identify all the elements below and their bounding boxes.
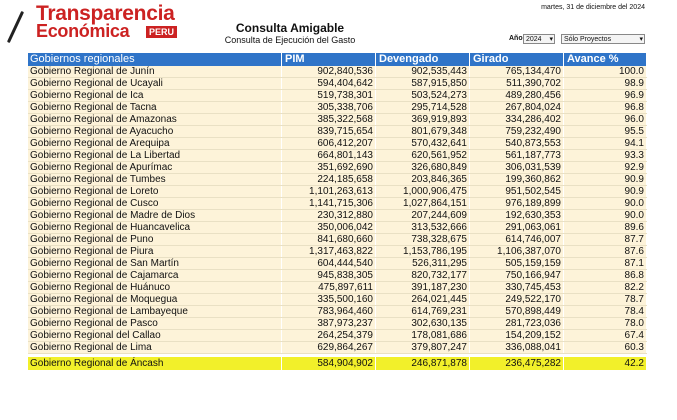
cell-pim: 606,412,207 <box>282 138 376 149</box>
cell-devengado: 295,714,528 <box>376 102 470 113</box>
cell-region: Gobierno Regional de Apurímac <box>28 162 282 173</box>
cell-avance: 87.6 <box>564 246 647 257</box>
cell-devengado: 264,021,445 <box>376 294 470 305</box>
cell-pim: 305,338,706 <box>282 102 376 113</box>
cell-devengado: 587,915,850 <box>376 78 470 89</box>
cell-pim: 584,904,902 <box>282 357 376 370</box>
cell-devengado: 369,919,893 <box>376 114 470 125</box>
year-label: Año <box>509 35 523 42</box>
cell-region: Gobierno Regional del Callao <box>28 330 282 341</box>
cell-region: Gobierno Regional de Tumbes <box>28 174 282 185</box>
table-row[interactable] <box>28 222 647 234</box>
cell-region: Gobierno Regional de La Libertad <box>28 150 282 161</box>
table-row[interactable] <box>28 102 647 114</box>
cell-devengado: 1,153,786,195 <box>376 246 470 257</box>
chevron-down-icon: ▾ <box>549 36 553 43</box>
cell-region: Gobierno Regional de Huancavelica <box>28 222 282 233</box>
cell-region: Gobierno Regional de Ica <box>28 90 282 101</box>
cell-girado: 249,522,170 <box>470 294 564 305</box>
cell-avance: 90.0 <box>564 198 647 209</box>
regional-spending-table <box>28 53 647 370</box>
table-row[interactable] <box>28 90 647 102</box>
cell-girado: 336,088,041 <box>470 342 564 353</box>
cell-devengado: 902,535,443 <box>376 66 470 77</box>
table-body <box>28 66 647 354</box>
cell-region: Gobierno Regional de Tacna <box>28 102 282 113</box>
brand-line1: Transparencia <box>36 2 175 25</box>
cell-girado: 511,390,702 <box>470 78 564 89</box>
cell-girado: 334,286,402 <box>470 114 564 125</box>
cell-avance: 100.0 <box>564 66 647 77</box>
brand-line2: Económica <box>36 21 130 41</box>
cell-girado: 750,166,947 <box>470 270 564 281</box>
cell-girado: 489,280,456 <box>470 90 564 101</box>
table-row[interactable] <box>28 234 647 246</box>
cell-girado: 291,063,061 <box>470 222 564 233</box>
cell-devengado: 820,732,177 <box>376 270 470 281</box>
cell-girado: 199,360,862 <box>470 174 564 185</box>
cell-avance: 78.7 <box>564 294 647 305</box>
table-row[interactable] <box>28 342 647 354</box>
cell-region: Gobierno Regional de Puno <box>28 234 282 245</box>
cell-girado: 976,189,899 <box>470 198 564 209</box>
cell-region: Gobierno Regional de Junín <box>28 66 282 77</box>
cell-devengado: 379,807,247 <box>376 342 470 353</box>
cell-pim: 783,964,460 <box>282 306 376 317</box>
table-row[interactable] <box>28 246 647 258</box>
cell-girado: 505,159,159 <box>470 258 564 269</box>
page-subtitle: Consulta de Ejecución del Gasto <box>224 35 356 45</box>
cell-pim: 1,141,715,306 <box>282 198 376 209</box>
cell-avance: 82.2 <box>564 282 647 293</box>
cell-girado: 540,873,553 <box>470 138 564 149</box>
table-row[interactable] <box>28 66 647 78</box>
page-title: Consulta Amigable <box>235 21 345 35</box>
cell-pim: 475,897,611 <box>282 282 376 293</box>
cell-avance: 95.5 <box>564 126 647 137</box>
table-row[interactable] <box>28 258 647 270</box>
cell-region: Gobierno Regional de Piura <box>28 246 282 257</box>
header-pim[interactable]: PIM <box>282 53 376 66</box>
table-row[interactable] <box>28 294 647 306</box>
cell-pim: 519,738,301 <box>282 90 376 101</box>
cell-devengado: 801,679,348 <box>376 126 470 137</box>
cell-region: Gobierno Regional de San Martín <box>28 258 282 269</box>
mode-select-value: Sólo Proyectos <box>564 36 612 43</box>
cell-pim: 902,840,536 <box>282 66 376 77</box>
cell-avance: 89.6 <box>564 222 647 233</box>
cell-girado: 561,187,773 <box>470 150 564 161</box>
cell-girado: 759,232,490 <box>470 126 564 137</box>
cell-region: Gobierno Regional de Huánuco <box>28 282 282 293</box>
cell-devengado: 313,532,666 <box>376 222 470 233</box>
report-date: martes, 31 de diciembre del 2024 <box>541 4 645 11</box>
cell-region: Gobierno Regional de Moquegua <box>28 294 282 305</box>
cell-avance: 78.4 <box>564 306 647 317</box>
table-row[interactable] <box>28 210 647 222</box>
cell-pim: 664,801,143 <box>282 150 376 161</box>
table-row[interactable] <box>28 318 647 330</box>
brand-logo <box>10 2 180 46</box>
cell-pim: 839,715,654 <box>282 126 376 137</box>
cell-avance: 98.9 <box>564 78 647 89</box>
cell-girado: 154,209,152 <box>470 330 564 341</box>
cell-region: Gobierno Regional de Madre de Dios <box>28 210 282 221</box>
cell-avance: 93.3 <box>564 150 647 161</box>
cell-avance: 94.1 <box>564 138 647 149</box>
table-row[interactable] <box>28 186 647 198</box>
header-devengado[interactable]: Devengado <box>376 53 470 66</box>
cell-avance: 96.9 <box>564 90 647 101</box>
cell-devengado: 503,524,273 <box>376 90 470 101</box>
cell-avance: 78.0 <box>564 318 647 329</box>
cell-pim: 594,404,642 <box>282 78 376 89</box>
chevron-down-icon: ▾ <box>639 36 643 43</box>
cell-avance: 90.9 <box>564 186 647 197</box>
cell-region: Gobierno Regional de Pasco <box>28 318 282 329</box>
cell-girado: 570,898,449 <box>470 306 564 317</box>
cell-pim: 385,322,568 <box>282 114 376 125</box>
cell-avance: 60.3 <box>564 342 647 353</box>
cell-region: Gobierno Regional de Cusco <box>28 198 282 209</box>
cell-devengado: 178,081,686 <box>376 330 470 341</box>
cell-pim: 224,185,658 <box>282 174 376 185</box>
cell-girado: 236,475,282 <box>470 357 564 370</box>
cell-pim: 1,101,263,613 <box>282 186 376 197</box>
cell-avance: 42.2 <box>564 357 647 370</box>
cell-devengado: 391,187,230 <box>376 282 470 293</box>
cell-girado: 765,134,470 <box>470 66 564 77</box>
cell-devengado: 207,244,609 <box>376 210 470 221</box>
table-row[interactable] <box>28 330 647 342</box>
cell-pim: 350,006,042 <box>282 222 376 233</box>
cell-avance: 96.0 <box>564 114 647 125</box>
cell-girado: 192,630,353 <box>470 210 564 221</box>
cell-pim: 387,973,237 <box>282 318 376 329</box>
cell-girado: 267,804,024 <box>470 102 564 113</box>
cell-devengado: 614,769,231 <box>376 306 470 317</box>
cell-devengado: 1,000,906,475 <box>376 186 470 197</box>
table-row[interactable] <box>28 162 647 174</box>
cell-region: Gobierno Regional de Lambayeque <box>28 306 282 317</box>
cell-devengado: 302,630,135 <box>376 318 470 329</box>
cell-avance: 96.8 <box>564 102 647 113</box>
table-row[interactable] <box>28 126 647 138</box>
table-row[interactable] <box>28 174 647 186</box>
header-girado[interactable]: Girado <box>470 53 564 66</box>
brand-badge: PERU <box>146 26 177 38</box>
cell-girado: 951,502,545 <box>470 186 564 197</box>
cell-avance: 87.7 <box>564 234 647 245</box>
cell-devengado: 326,680,849 <box>376 162 470 173</box>
pen-icon <box>7 11 24 43</box>
cell-girado: 306,031,539 <box>470 162 564 173</box>
cell-region: Gobierno Regional de Cajamarca <box>28 270 282 281</box>
table-row[interactable] <box>28 198 647 210</box>
cell-devengado: 620,561,952 <box>376 150 470 161</box>
header-avance[interactable]: Avance % <box>564 53 647 66</box>
cell-pim: 841,680,660 <box>282 234 376 245</box>
highlighted-row[interactable] <box>28 357 647 370</box>
year-select[interactable] <box>523 34 555 44</box>
filter-bar <box>505 34 645 46</box>
cell-avance: 86.8 <box>564 270 647 281</box>
cell-region: Gobierno Regional de Áncash <box>28 357 282 370</box>
cell-girado: 614,746,007 <box>470 234 564 245</box>
cell-region: Gobierno Regional de Loreto <box>28 186 282 197</box>
cell-pim: 629,864,267 <box>282 342 376 353</box>
cell-devengado: 246,871,878 <box>376 357 470 370</box>
cell-devengado: 1,027,864,151 <box>376 198 470 209</box>
cell-devengado: 203,846,365 <box>376 174 470 185</box>
cell-devengado: 570,432,641 <box>376 138 470 149</box>
table-row[interactable] <box>28 138 647 150</box>
cell-region: Gobierno Regional de Ucayali <box>28 78 282 89</box>
table-row[interactable] <box>28 306 647 318</box>
cell-pim: 335,500,160 <box>282 294 376 305</box>
cell-region: Gobierno Regional de Amazonas <box>28 114 282 125</box>
cell-devengado: 526,311,295 <box>376 258 470 269</box>
cell-pim: 230,312,880 <box>282 210 376 221</box>
table-header <box>28 53 647 66</box>
cell-pim: 1,317,463,822 <box>282 246 376 257</box>
cell-avance: 90.9 <box>564 174 647 185</box>
cell-region: Gobierno Regional de Arequipa <box>28 138 282 149</box>
table-row[interactable] <box>28 114 647 126</box>
cell-pim: 945,838,305 <box>282 270 376 281</box>
cell-avance: 90.0 <box>564 210 647 221</box>
table-row[interactable] <box>28 282 647 294</box>
cell-avance: 92.9 <box>564 162 647 173</box>
mode-select[interactable] <box>561 34 645 44</box>
cell-avance: 67.4 <box>564 330 647 341</box>
table-row[interactable] <box>28 150 647 162</box>
year-select-value: 2024 <box>526 36 542 43</box>
cell-girado: 330,745,453 <box>470 282 564 293</box>
cell-pim: 604,444,540 <box>282 258 376 269</box>
cell-avance: 87.1 <box>564 258 647 269</box>
cell-girado: 1,106,387,070 <box>470 246 564 257</box>
cell-devengado: 738,328,675 <box>376 234 470 245</box>
cell-region: Gobierno Regional de Ayacucho <box>28 126 282 137</box>
header-region[interactable]: Gobiernos regionales <box>28 53 282 66</box>
table-row[interactable] <box>28 270 647 282</box>
cell-region: Gobierno Regional de Lima <box>28 342 282 353</box>
table-row[interactable] <box>28 78 647 90</box>
cell-girado: 281,723,036 <box>470 318 564 329</box>
cell-pim: 264,254,379 <box>282 330 376 341</box>
cell-pim: 351,692,690 <box>282 162 376 173</box>
